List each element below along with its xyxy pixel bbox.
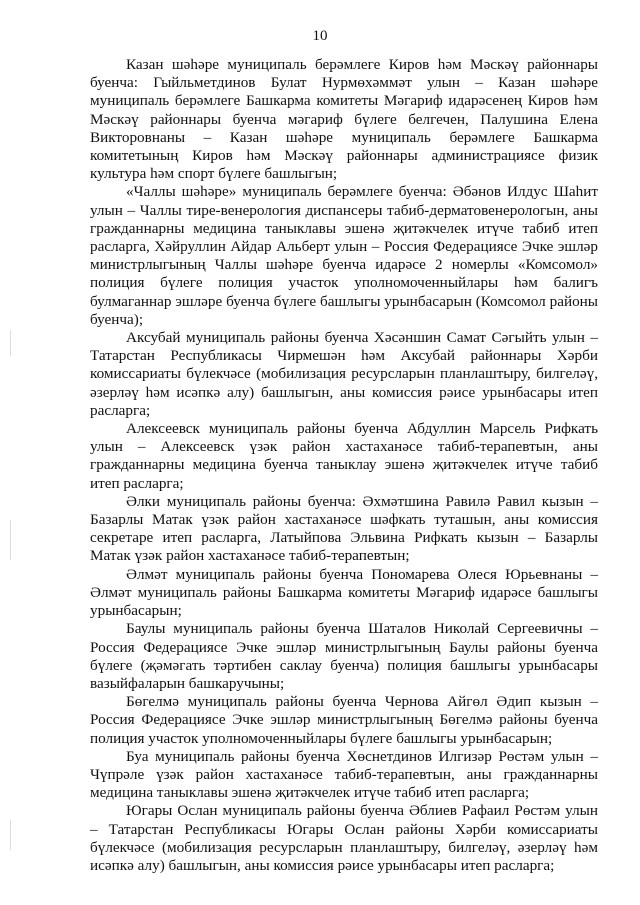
scan-margin-mark — [10, 820, 11, 850]
page-number: 10 — [312, 28, 328, 44]
document-body — [90, 56, 598, 875]
scan-margin-mark — [10, 520, 11, 560]
paragraph-alekseevsk: Алексеевск муниципаль районы буенча Абдуллин Марсель Рифкать улын – Алексеевск үзәк район хастаханәсе табиб-терапевтын, аны гражданнарны медицина буенча таныклау эшенә җитәкчелек итүче табиб итеп расларга; — [90, 420, 598, 492]
paragraph-yugary-oslan: Югары Ослан муниципаль районы буенча Әблиев Рафаил Рөстәм улын – Татарстан Республикасы Югары Ослан районы Хәрби комиссариаты бүлекчәсе (мобилизация ресурсларын планлаштыру, билгеләү, әзерләү һәм исәпкә алу) башлыгын, аны комиссия рәисе урынбасары итеп расларга; — [90, 802, 598, 874]
paragraph-almat: Әлмәт муниципаль районы буенча Пономарева Олеся Юрьевнаны – Әлмәт муниципаль районы Башкарма комитеты Мәгариф идарәсе башлыгы урынбасарын; — [90, 565, 598, 620]
paragraph-aksubay: Аксубай муниципаль районы буенча Хәсәншин Самат Сәгыйть улын – Татарстан Республикасы Чирмешән һәм Аксубай районнары Хәрби комиссариаты бүлекчәсе (мобилизация ресурсларын планлаштыру, билгеләү, әзерләү һәм исәпкә алу) башлыгын, аны комиссия рәисе урынбасары итеп расларга; — [90, 329, 598, 419]
paragraph-kazan: Казан шәһәре муниципаль берәмлеге Киров һәм Мәскәү районнары буенча: Гыйльметдинов Булат Нурмөхәммәт улын – Казан шәһәре муниципаль берәмлеге Башкарма комитеты Мәгариф идарәсенең Киров һәм Мәскәү районнары буенча мәгариф бүлеге белгечен, Палушина Елена Викторовнаны – Казан шәһәре муниципаль берәмлеге Башкарма комитетының Киров һәм Мәскәү районнары администрациясе физик культура һәм спорт бүлеге башлыгын; — [90, 56, 598, 183]
paragraph-bogelma: Бөгелмә муниципаль районы буенча Чернова Айгөл Әдип кызын – Россия Федерациясе Эчке эшләр министрлыгының Бөгелмә районы буенча полиция участок уполномоченныйлары бүлеге башлыгы урынбасарын; — [90, 693, 598, 747]
scan-margin-mark — [10, 330, 11, 356]
paragraph-bauly: Баулы муниципаль районы буенча Шаталов Николай Сергеевичны – Россия Федерациясе Эчке эшләр министрлыгының Баулы районы буенча бүлеге (җәмәгать тәртибен саклау буенча) полиция башлыгы урынбасары вазыйфаларын башкаручыны; — [90, 620, 598, 692]
paragraph-chally: «Чаллы шәһәре» муниципаль берәмлеге буенча: Әбәнов Илдус Шаһит улын – Чаллы тире-венерология диспансеры табиб-дерматовенерологын, аны гражданнарны медицина таныклавы эшенә җитәкчелек итүче табиб итеп расларга, Хәйруллин Айдар Альберт улын – Россия Федерациясе Эчке эшләр министрлыгының Чаллы шәһәре буенча идарәсе 2 номерлы «Комсомол» полиция бүлеге полиция участок уполномоченныйлары һәм балигъ булмаганнар эшләре буенча бүлеге башлыгы урынбасарын (Комсомол районы буенча); — [90, 183, 598, 328]
paragraph-alki: Әлки муниципаль районы буенча: Әхмәтшина Равилә Равил кызын – Базарлы Матак үзәк район хастаханәсе шәфкать туташын, аны комиссия секретаре итеп расларга, Латыйпова Эльвина Рифкать кызын – Базарлы Матак үзәк район хастаханәсе табиб-терапевтын; — [90, 492, 598, 565]
paragraph-bua: Буа муниципаль районы буенча Хөснетдинов Илгизәр Рөстәм улын – Чүпрәле үзәк район хастаханәсе табиб-терапевтын, аны гражданнарны медицина таныклавы эшенә җитәкчелек итүче табиб итеп расларга; — [90, 747, 598, 802]
